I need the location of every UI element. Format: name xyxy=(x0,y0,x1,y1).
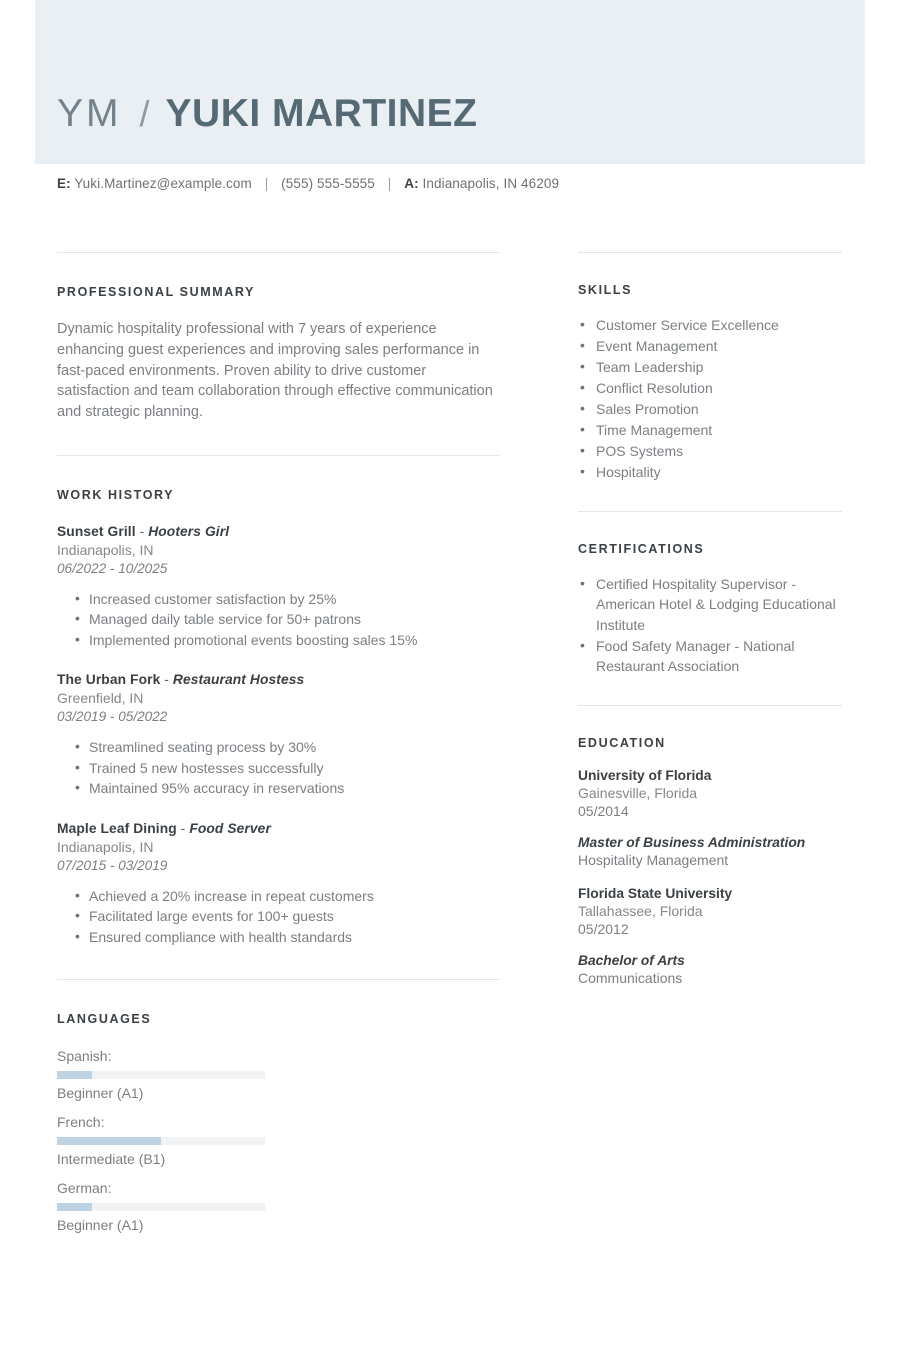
initials-monogram: YM xyxy=(57,92,122,135)
skill-item: • Sales Promotion xyxy=(578,399,842,420)
job-dates: 03/2019 - 05/2022 xyxy=(57,709,168,725)
education-location: Gainesville, Florida xyxy=(578,784,698,801)
header-band xyxy=(35,0,865,164)
work-history-entry xyxy=(57,524,500,651)
job-role: Hooters Girl xyxy=(148,523,230,539)
name-separator: / xyxy=(139,93,150,134)
education-entry xyxy=(578,768,842,868)
work-history-entry xyxy=(57,821,500,948)
job-bullet-list xyxy=(57,737,500,799)
divider-above-skills xyxy=(578,252,842,253)
education-degree: Bachelor of Arts xyxy=(578,952,685,968)
divider-above-languages xyxy=(57,979,500,980)
education-entry xyxy=(578,886,842,986)
language-item xyxy=(57,1180,265,1233)
job-dates: 07/2015 - 03/2019 xyxy=(57,857,168,873)
skills-list xyxy=(578,315,842,483)
certification-item: • Certified Hospitality Supervisor - American Hotel & Lodging Educational Institute xyxy=(578,574,842,636)
language-level: Beginner (A1) xyxy=(57,1217,144,1234)
section-title-professional-summary: PROFESSIONAL SUMMARY xyxy=(57,285,255,299)
job-bullet-list xyxy=(57,886,500,948)
job-location: Indianapolis, IN xyxy=(57,541,154,558)
language-name: Spanish: xyxy=(57,1048,112,1065)
email-value[interactable]: Yuki.Martinez@example.com xyxy=(74,176,252,191)
language-name: German: xyxy=(57,1180,112,1197)
divider-above-education xyxy=(578,705,842,706)
job-bullet-list xyxy=(57,589,500,651)
job-role: Restaurant Hostess xyxy=(172,672,305,688)
language-proficiency-bar xyxy=(57,1137,265,1145)
work-history-list xyxy=(57,524,500,948)
job-bullet: • Trained 5 new hostesses successfully xyxy=(75,758,500,779)
phone-value[interactable]: (555) 555-5555 xyxy=(281,176,375,191)
divider-above-certifications xyxy=(578,511,842,512)
certifications-list xyxy=(578,574,842,677)
contact-line xyxy=(57,176,559,191)
language-name: French: xyxy=(57,1114,105,1131)
language-level: Beginner (A1) xyxy=(57,1085,144,1102)
language-proficiency-fill xyxy=(57,1137,161,1145)
job-title-line xyxy=(57,672,500,687)
section-title-education: EDUCATION xyxy=(578,735,666,750)
education-school: Florida State University xyxy=(578,885,733,901)
education-date: 05/2014 xyxy=(578,802,629,819)
job-bullet: • Achieved a 20% increase in repeat customers xyxy=(75,886,500,907)
job-bullet: • Streamlined seating process by 30% xyxy=(75,737,500,758)
job-role: Food Server xyxy=(189,820,271,836)
skill-item: • Time Management xyxy=(578,420,842,441)
job-title-line xyxy=(57,821,500,836)
contact-divider-1: | xyxy=(264,176,269,191)
job-title-dash: - xyxy=(176,820,190,836)
education-degree: Master of Business Administration xyxy=(578,834,806,850)
job-bullet: • Managed daily table service for 50+ patrons xyxy=(75,609,500,630)
education-list xyxy=(578,768,842,986)
work-history-entry xyxy=(57,672,500,799)
professional-summary-text: Dynamic hospitality professional with 7 years of experience enhancing guest experiences and improving sales performance in fast-paced environments. Proven ability to drive customer satisfaction and team collaboration through effective communication and strategic planning. xyxy=(57,321,493,421)
language-item xyxy=(57,1114,265,1167)
email-label: E: xyxy=(57,176,71,191)
job-bullet: • Facilitated large events for 100+ guests xyxy=(75,906,500,927)
job-bullet: • Ensured compliance with health standards xyxy=(75,927,500,948)
section-title-certifications: CERTIFICATIONS xyxy=(578,541,705,556)
language-proficiency-fill xyxy=(57,1203,92,1211)
full-name: YUKI MARTINEZ xyxy=(165,92,478,135)
job-bullet: • Implemented promotional events boosting sales 15% xyxy=(75,630,500,651)
skill-item: • Team Leadership xyxy=(578,357,842,378)
skill-item: • Conflict Resolution xyxy=(578,378,842,399)
language-proficiency-bar xyxy=(57,1203,265,1211)
skill-item: • Hospitality xyxy=(578,462,842,483)
divider-above-summary xyxy=(57,252,500,253)
job-company: Sunset Grill xyxy=(57,523,136,539)
left-column xyxy=(57,252,500,1246)
education-date: 05/2012 xyxy=(578,920,629,937)
language-proficiency-fill xyxy=(57,1071,92,1079)
right-column xyxy=(578,252,842,986)
section-title-work-history: WORK HISTORY xyxy=(57,487,175,502)
job-location: Indianapolis, IN xyxy=(57,838,154,855)
language-item xyxy=(57,1048,265,1101)
education-school: University of Florida xyxy=(578,767,712,783)
job-location: Greenfield, IN xyxy=(57,690,144,707)
education-location: Tallahassee, Florida xyxy=(578,902,703,919)
education-field: Hospitality Management xyxy=(578,851,729,868)
job-company: The Urban Fork xyxy=(57,672,161,688)
name-heading xyxy=(57,92,478,136)
job-dates: 06/2022 - 10/2025 xyxy=(57,560,168,576)
skill-item: • POS Systems xyxy=(578,441,842,462)
section-title-languages: LANGUAGES xyxy=(57,1012,152,1027)
language-level: Intermediate (B1) xyxy=(57,1151,166,1168)
skill-item: • Customer Service Excellence xyxy=(578,315,842,336)
section-title-skills: SKILLS xyxy=(578,283,633,297)
divider-above-work-history xyxy=(57,455,500,456)
job-bullet: • Increased customer satisfaction by 25% xyxy=(75,589,500,610)
contact-divider-2: | xyxy=(387,176,392,191)
address-label: A: xyxy=(404,176,419,191)
language-proficiency-bar xyxy=(57,1071,265,1079)
skill-item: • Event Management xyxy=(578,336,842,357)
job-title-dash: - xyxy=(160,672,173,688)
job-title-dash: - xyxy=(135,523,149,539)
job-title-line xyxy=(57,524,500,539)
job-bullet: • Maintained 95% accuracy in reservations xyxy=(75,778,500,799)
languages-list xyxy=(57,1048,500,1246)
address-value: Indianapolis, IN 46209 xyxy=(422,176,560,191)
job-company: Maple Leaf Dining xyxy=(57,820,177,836)
certification-item: • Food Safety Manager - National Restaurant Association xyxy=(578,636,842,677)
education-field: Communications xyxy=(578,969,683,986)
